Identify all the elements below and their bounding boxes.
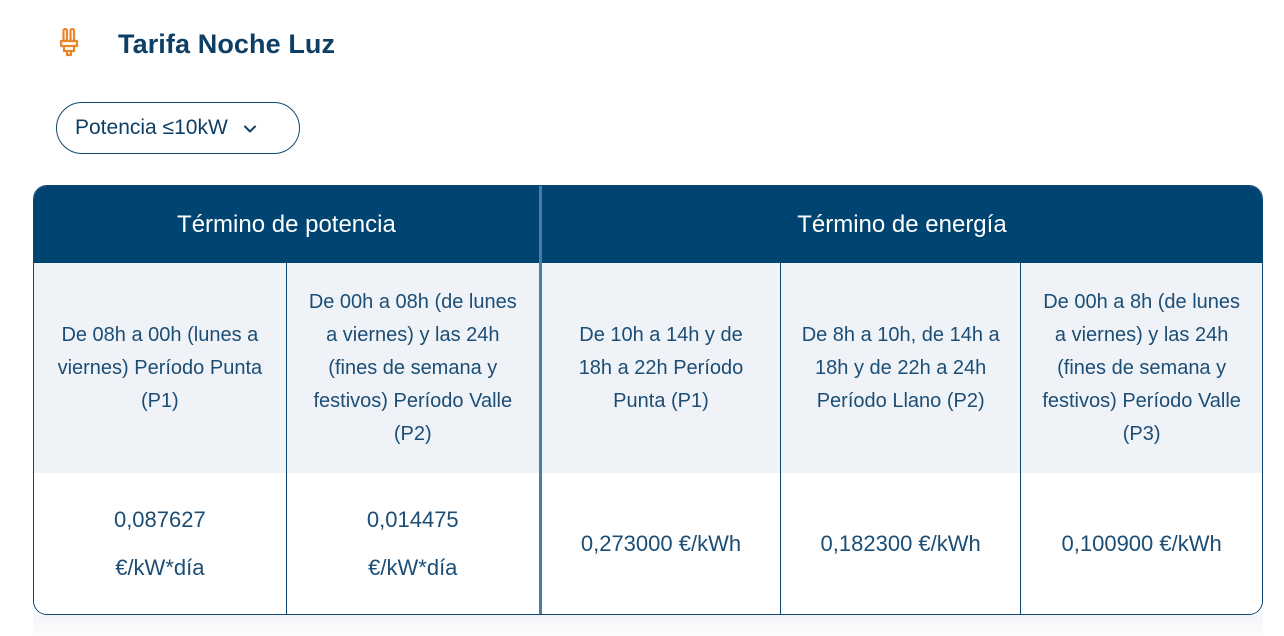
period-cell-potencia-p2: De 00h a 08h (de lunes a viernes) y las 24h (fines de semana y festivos) Período Valle (P2)	[286, 263, 540, 473]
price-value: 0,182300 €/kWh	[820, 530, 981, 556]
group-header-potencia: Término de potencia	[34, 186, 540, 263]
period-cell-energia-p3: De 00h a 8h (de lunes a viernes) y las 24h (fines de semana y festivos) Período Valle (P3)	[1021, 263, 1262, 473]
power-select-value: Potencia ≤10kW	[75, 116, 228, 139]
chevron-down-icon	[242, 122, 258, 134]
price-cell-potencia-p2	[286, 473, 540, 614]
power-select[interactable]	[56, 102, 300, 154]
periods-row	[34, 263, 1262, 473]
price-cell-energia-p3	[1021, 473, 1262, 614]
price-value: 0,087627	[113, 506, 206, 532]
prices-row	[34, 473, 1262, 614]
page-title: Tarifa Noche Luz	[118, 28, 336, 59]
price-cell-energia-p2	[781, 473, 1021, 614]
price-value: 0,014475	[366, 506, 459, 532]
price-unit: €/kW*día	[115, 554, 205, 580]
period-cell-energia-p1: De 10h a 14h y de 18h a 22h Período Punta (P1)	[540, 263, 780, 473]
header	[56, 24, 335, 64]
price-value: 0,273000 €/kWh	[580, 530, 742, 556]
tariff-table	[33, 185, 1263, 615]
price-cell-potencia-p1	[34, 473, 286, 614]
table-shadow	[33, 615, 1263, 636]
price-cell-energia-p1	[540, 473, 780, 614]
period-cell-energia-p2: De 8h a 10h, de 14h a 18h y de 22h a 24h Período Llano (P2)	[781, 263, 1021, 473]
period-cell-potencia-p1: De 08h a 00h (lunes a viernes) Período Punta (P1)	[34, 263, 286, 473]
group-header-energia: Término de energía	[540, 186, 1262, 263]
price-value: 0,100900 €/kWh	[1061, 530, 1222, 556]
price-unit: €/kW*día	[368, 554, 458, 580]
lightbulb-icon	[56, 26, 82, 62]
